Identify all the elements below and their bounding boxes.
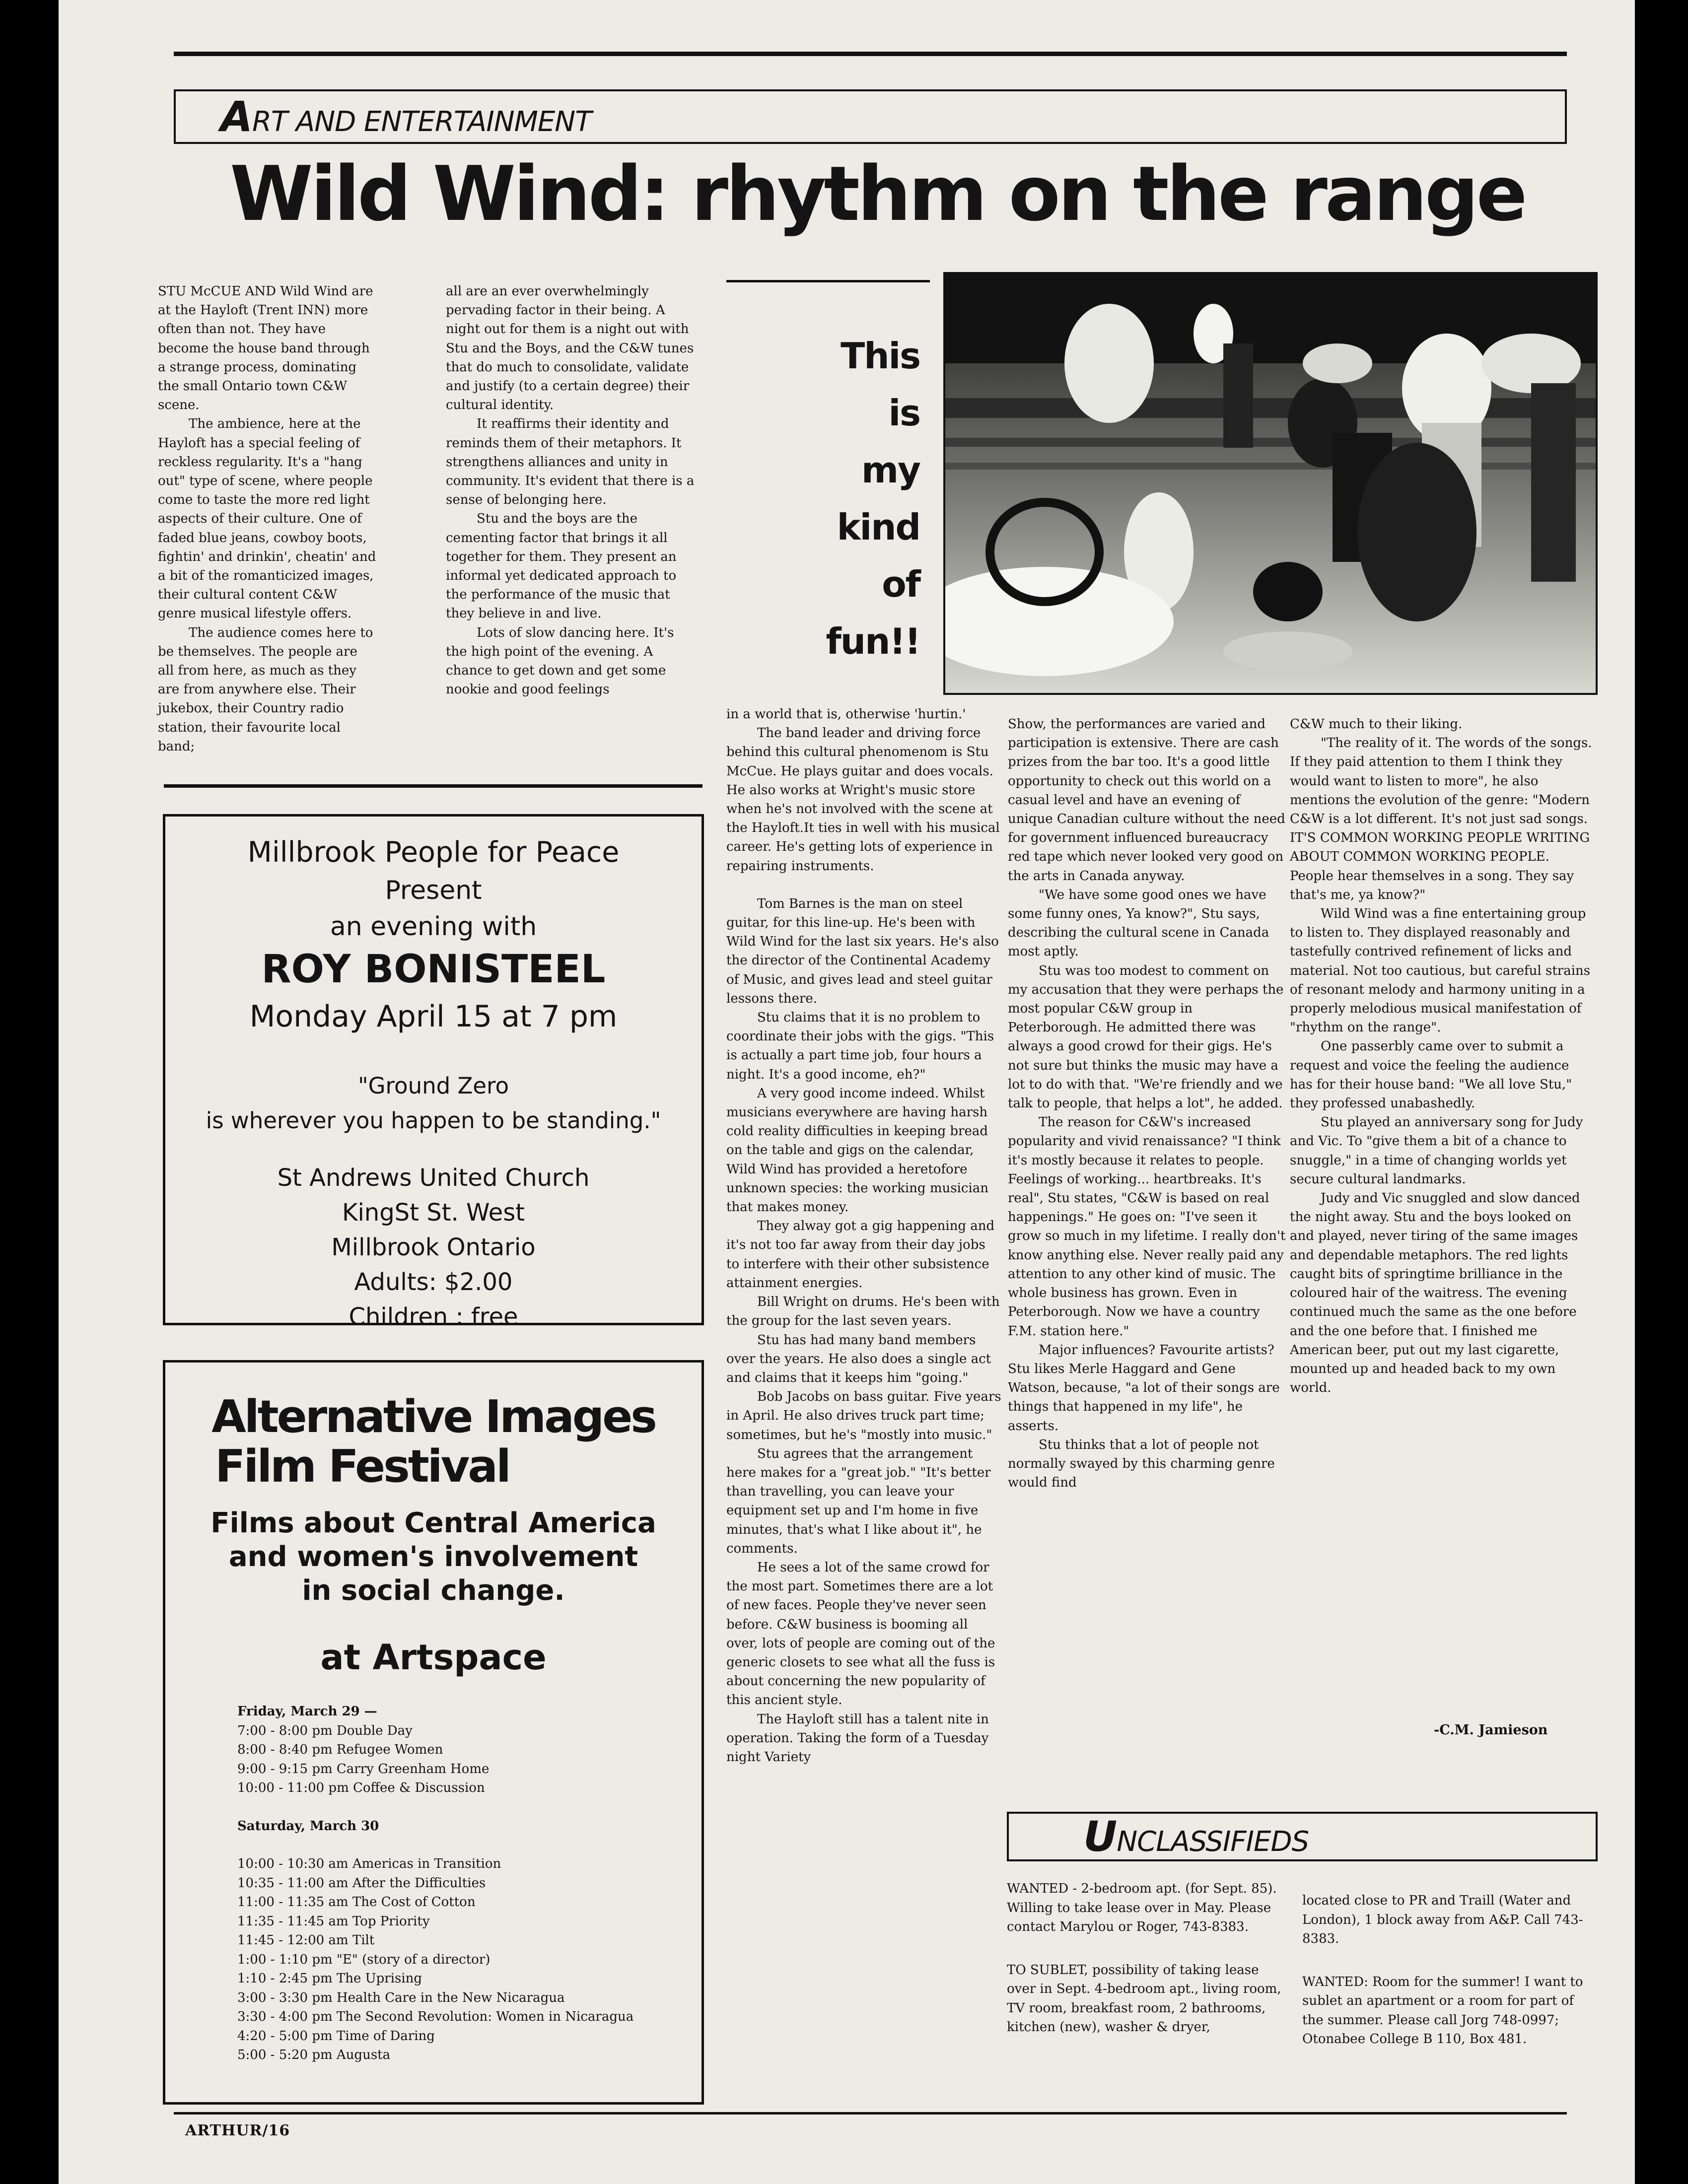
paragraph: C&W much to their liking.: [1290, 717, 1463, 732]
pullquote-rule: [726, 280, 930, 282]
schedule-day-2: Saturday, March 30: [237, 1818, 379, 1834]
paragraph: Stu was too modest to comment on my accusation that they were perhaps the most popular C&W group in Peterborough. He admitted there was always a good crowd for their gigs. He's not sure but thinks the music may have a lot to do with that. "We're friendly and we talk to people, that helps a lot", he added.: [1008, 963, 1284, 1111]
schedule-day-1-list: [237, 1721, 702, 1798]
schedule-day-1: Friday, March 29 —: [237, 1704, 377, 1719]
paragraph: It reaffirms their identity and reminds them of their metaphors. It strengthens alliances and unity in community. It's evident that there is a sense of belonging here.: [446, 416, 695, 508]
paragraph: all are an ever overwhelmingly pervading factor in their being. A night out for them is a night out with Stu and the Boys, and the C&W tunes that do much to consolidate, validate and justify (to a certain degree) their cultural identity.: [446, 284, 694, 413]
schedule-item: 3:00 - 3:30 pm Health Care in the New Nicaragua: [237, 1990, 565, 2005]
ad-quote-1: "Ground Zero: [357, 1073, 509, 1099]
newspaper-page: [59, 0, 1635, 2184]
paragraph: Stu has had many band members over the years. He also does a single act and claims that it keeps him "going.": [726, 1332, 991, 1385]
paragraph: Stu agrees that the arrangement here makes for a "great job." "It's better than travelling, you can leave your equipment set up and I'm home in five minutes, that's what I like about it", he comments.: [726, 1446, 991, 1556]
paragraph: Bob Jacobs on bass guitar. Five years in April. He also drives truck part time; sometimes, but he's "mostly into music.": [726, 1389, 1001, 1442]
schedule-item: 7:00 - 8:00 pm Double Day: [237, 1723, 413, 1738]
paragraph: Stu played an anniversary song for Judy and Vic. To "give them a bit of a chance to snuggle," in a time of changing worlds yet secure cultural landmarks.: [1290, 1115, 1583, 1187]
film-title-2: Film Festival: [215, 1440, 509, 1493]
schedule-item: 11:35 - 11:45 am Top Priority: [237, 1913, 430, 1929]
paragraph: The ambience, here at the Hayloft has a special feeling of reckless regularity. It's a "hang out" type of scene, where people come to taste the more red light aspects of their culture. One of faded blue jeans, cowboy boots, fightin' and drinkin', cheatin' and a bit of the romanticized images, their cultural content C&W genre musical lifestyle offers.: [158, 416, 376, 621]
unclassifieds-header: [1007, 1812, 1598, 1861]
paragraph: Tom Barnes is the man on steel guitar, for this line-up. He's been with Wild Wind for the last six years. He's also the director of the Continental Academy of Music, and gives lead and steel guitar lessons there.: [726, 896, 999, 1006]
film-title-1: Alternative Images: [211, 1391, 655, 1443]
paragraph: A very good income indeed. Whilst musicians everywhere are having harsh cold reality difficulties in keeping bread on the table and gigs on the calendar, Wild Wind has provided a heretofore unknown species: the working musician that makes money.: [726, 1086, 988, 1215]
page-folio: ARTHUR/16: [185, 2122, 290, 2139]
schedule-item: 3:30 - 4:00 pm The Second Revolution: Women in Nicaragua: [237, 2009, 634, 2024]
paragraph: Wild Wind was a fine entertaining group to listen to. They displayed reasonably and tastefully contrived refinement of licks and material. Not too cautious, but careful strains of resonant melody and harmony uniting in a properly melodious musical manifestation of "rhythm on the range".: [1290, 906, 1591, 1035]
paragraph: Bill Wright on drums. He's been with the group for the last seven years.: [726, 1295, 1000, 1329]
ad-org: Millbrook People for Peace: [247, 836, 620, 869]
schedule-item: 5:00 - 5:20 pm Augusta: [237, 2048, 391, 2062]
paragraph: "We have some good ones we have some funny ones, Ya know?", Stu says, describing the cultural scene in Canada most aptly.: [1008, 887, 1269, 959]
article-column-5: [1290, 715, 1593, 1397]
schedule-item: 10:00 - 11:00 pm Coffee & Discussion: [237, 1780, 485, 1795]
ad-film-festival: [163, 1360, 704, 2105]
top-rule: [174, 52, 1567, 56]
ad-children: Children : free: [349, 1303, 518, 1331]
dancers-image: [945, 274, 1596, 693]
dancing-photo: [943, 272, 1598, 695]
paragraph: The band leader and driving force behind this cultural phenomenom is Stu McCue. He plays guitar and does vocals. He also works at Wright's music store when he's not involved with the scene at the Hayloft.It ties in well with his musical career. He's getting lots of experience in repairing instruments.: [726, 726, 1000, 874]
paragraph: The reason for C&W's increased popularity and vivid renaissance? "I think it's mostly because it relates to people. Feelings of working... heartbreaks. It's real", Stu states, "C&W is based on real happenings." He goes on: "I've seen it grow so much in my lifetime. I really don't know anything else. Never really paid any attention to any other kind of music. The whole business has grown. Even in Peterborough. Now we have a country F.M. station here.": [1008, 1115, 1286, 1339]
classified-ad: located close to PR and Traill (Water and London), 1 block away from A&P. Call 743-8383.: [1302, 1893, 1583, 1946]
film-where: at Artspace: [320, 1637, 547, 1678]
classified-ad: WANTED: Room for the summer! I want to sublet an apartment or a room for part of the summer. Please call Jorg 748-0997; Otonabee College B 110, Box 481.: [1302, 1974, 1583, 2047]
schedule-item: 8:00 - 8:40 pm Refugee Women: [237, 1742, 443, 1757]
paragraph: in a world that is, otherwise 'hurtin.': [726, 707, 966, 722]
ad-street: KingSt St. West: [342, 1199, 525, 1227]
paragraph: Stu and the boys are the cementing factor that brings it all together for them. They present an informal yet dedicated approach to the performance of the music that they believe in and live.: [446, 511, 677, 621]
film-sub-1: Films about Central America: [211, 1507, 656, 1539]
schedule-day-2-list: [237, 1854, 702, 2065]
schedule-item: 4:20 - 5:00 pm Time of Daring: [237, 2028, 435, 2044]
ads-rule: [164, 784, 703, 788]
paragraph: The audience comes here to be themselves. The people are all from here, as much as they are from anywhere else. Their jukebox, their Country radio station, their favourite local band;: [158, 625, 373, 754]
ad-quote-2: is wherever you happen to be standing.": [206, 1107, 661, 1134]
schedule-item: 11:00 - 11:35 am The Cost of Cotton: [237, 1895, 476, 1910]
ad-date: Monday April 15 at 7 pm: [249, 999, 618, 1034]
classified-ad: TO SUBLET, possibility of taking lease over in Sept. 4-bedroom apt., living room, TV room, breakfast room, 2 bathrooms, kitchen (new), washer & dryer,: [1007, 1962, 1281, 2035]
schedule-item: 10:00 - 10:30 am Americas in Transition: [237, 1856, 501, 1871]
film-sub-2: and women's involvement: [228, 1541, 638, 1573]
ad-evening: an evening with: [330, 912, 537, 942]
unclassifieds-column-2: [1302, 1891, 1595, 2049]
bottom-rule: [174, 2112, 1567, 2115]
paragraph: Stu thinks that a lot of people not normally swayed by this charming genre would find: [1008, 1437, 1275, 1491]
classified-ad: WANTED - 2-bedroom apt. (for Sept. 85). Willing to take lease over in May. Please contact Marylou or Roger, 743-8383.: [1007, 1881, 1277, 1934]
schedule-item: 1:10 - 2:45 pm The Uprising: [237, 1971, 422, 1986]
ad-present: Present: [385, 876, 482, 905]
paragraph: The Hayloft still has a talent nite in operation. Taking the form of a Tuesday night Variety: [726, 1711, 989, 1765]
article-column-4: [1008, 715, 1286, 1492]
paragraph: Lots of slow dancing here. It's the high point of the evening. A chance to get down and get some nookie and good feelings: [446, 625, 674, 697]
ad-speaker: ROY BONISTEEL: [261, 947, 606, 992]
schedule-item: 10:35 - 11:00 am After the Difficulties: [237, 1875, 486, 1891]
article-column-1: [158, 282, 376, 756]
ad-adults: Adults: $2.00: [354, 1268, 513, 1296]
schedule-item: 9:00 - 9:15 pm Carry Greenham Home: [237, 1761, 490, 1776]
section-initial: A: [220, 92, 253, 141]
unclassifieds-title: NCLASSIFIEDS: [1117, 1826, 1309, 1858]
paragraph: Major influences? Favourite artists? Stu likes Merle Haggard and Gene Watson, because, "a lot of their songs are things that happened in my life", he asserts.: [1008, 1342, 1280, 1433]
byline: -C.M. Jamieson: [1434, 1722, 1548, 1738]
paragraph: One passerbly came over to submit a request and voice the feeling the audience has for their house band: "We all love Stu," they professed unabashedly.: [1290, 1039, 1572, 1111]
ad-town: Millbrook Ontario: [331, 1233, 536, 1261]
section-header: [174, 89, 1567, 144]
paragraph: They alway got a gig happening and it's not too far away from their day jobs to interfere with their other subsistence attainment energies.: [726, 1219, 995, 1291]
paragraph: Judy and Vic snuggled and slow danced the night away. Stu and the boys looked on and played, never tiring of the same images and dependable metaphors. The red lights caught bits of springtime brilliance in the coloured hair of the waitress. The evening continued much the same as the one before and the one before that. I finished me American beer, put out my last cigarette, mounted up and headed back to my own world.: [1290, 1191, 1580, 1396]
paragraph: Show, the performances are varied and participation is extensive. There are cash prizes from the bar too. It's a good little opportunity to check out this world on a casual level and have an evening of unique Canadian culture without the need for government influenced bureaucracy red tape which never looked very good on the arts in Canada anyway.: [1008, 717, 1285, 884]
film-schedule: [237, 1702, 702, 2065]
schedule-item: 1:00 - 1:10 pm "E" (story of a director): [237, 1952, 491, 1967]
unclassifieds-column-1: [1007, 1879, 1285, 2037]
ad-venue: St Andrews United Church: [277, 1164, 590, 1192]
paragraph: Stu claims that it is no problem to coordinate their jobs with the gigs. "This is actually a part time job, four hours a night. It's a good income, eh?": [726, 1010, 994, 1082]
section-title: RT AND ENTERTAINMENT: [252, 106, 592, 138]
unclassifieds-initial: U: [1083, 1812, 1117, 1861]
paragraph: "The reality of it. The words of the songs. If they paid attention to them I think they would want to listen to more", he also mentions the evolution of the genre: "Modern C&W is a lot different. It's not just sad songs. IT'S COMMON WORKING PEOPLE WRITING ABOUT COMMON WORKING PEOPLE. People hear themselves in a song. They say that's me, ya know?": [1290, 736, 1592, 902]
headline: Wild Wind: rhythm on the range: [230, 150, 1525, 238]
article-column-3: [726, 705, 1002, 1767]
ad-peace: [163, 814, 704, 1331]
schedule-item: 11:45 - 12:00 am Tilt: [237, 1933, 375, 1948]
article-column-2: [446, 282, 698, 699]
paragraph: STU McCUE AND Wild Wind are at the Hayloft (Trent INN) more often than not. They have become the house band through a strange process, dominating the small Ontario town C&W scene.: [158, 284, 373, 413]
pullquote: This is my kind of fun!!: [826, 335, 920, 662]
paragraph: He sees a lot of the same crowd for the most part. Sometimes there are a lot of new faces. People they've never seen before. C&W business is booming all over, lots of people are coming out of the generic closets to see what all the fuss is about concerning the new popularity of this ancient style.: [726, 1560, 995, 1708]
film-sub-3: in social change.: [302, 1574, 565, 1607]
